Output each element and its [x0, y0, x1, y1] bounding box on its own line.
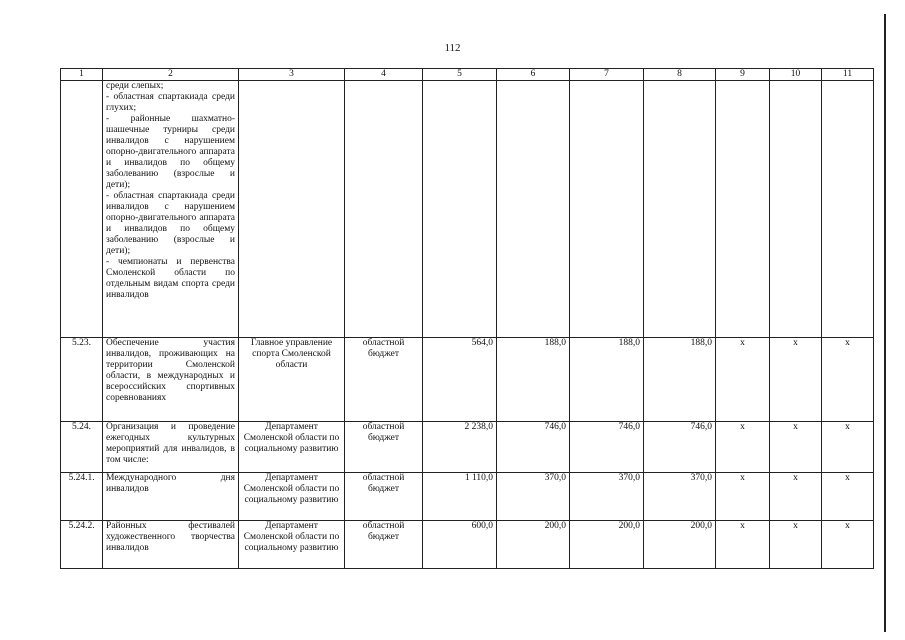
- cell-col-11: [822, 81, 874, 338]
- row-total: 564,0: [423, 338, 497, 422]
- row-source: областной бюджет: [345, 422, 423, 473]
- cell-executor: [239, 81, 345, 338]
- row-year-3: 746,0: [644, 422, 716, 473]
- row-year-3: 200,0: [644, 521, 716, 569]
- row-executor: Департамент Смоленской области по социальному развитию: [239, 422, 345, 473]
- table-row: [61, 521, 874, 569]
- row-col-9: х: [716, 338, 770, 422]
- row-col-9: х: [716, 521, 770, 569]
- row-name: Обеспечение участия инвалидов, проживающих на территории Смоленской области, в международных и всероссийских спортивных соревнованиях: [103, 338, 239, 422]
- row-source: областной бюджет: [345, 521, 423, 569]
- header-col-6: 6: [497, 69, 570, 81]
- page-edge-rule: [884, 14, 886, 632]
- continuation-line: среди слепых;: [106, 81, 164, 91]
- row-col-11: х: [822, 422, 874, 473]
- row-year-1: 188,0: [497, 338, 570, 422]
- row-year-1: 200,0: [497, 521, 570, 569]
- continuation-line: - областная спартакиада среди глухих;: [106, 92, 235, 113]
- cell-year-3: [644, 81, 716, 338]
- row-year-2: 200,0: [570, 521, 644, 569]
- header-col-4: 4: [345, 69, 423, 81]
- budget-table: [60, 68, 874, 569]
- cell-year-1: [497, 81, 570, 338]
- header-col-9: 9: [716, 69, 770, 81]
- row-number: 5.24.1.: [61, 473, 103, 521]
- row-number: 5.24.2.: [61, 521, 103, 569]
- row-col-11: х: [822, 473, 874, 521]
- row-executor: Департамент Смоленской области по социальному развитию: [239, 473, 345, 521]
- row-number: 5.23.: [61, 338, 103, 422]
- row-col-10: х: [770, 473, 822, 521]
- table-row: [61, 473, 874, 521]
- row-total: 2 238,0: [423, 422, 497, 473]
- header-col-10: 10: [770, 69, 822, 81]
- table-row-continuation: [61, 81, 874, 338]
- header-col-2: 2: [103, 69, 239, 81]
- row-name: Организация и проведение ежегодных культурных мероприятий для инвалидов, в том числе:: [103, 422, 239, 473]
- row-name: Международного дня инвалидов: [103, 473, 239, 521]
- continuation-line: - областная спартакиада среди инвалидов с нарушением опорно-двигательного аппарата и инвалидов по общему заболеванию (взрослые и дети);: [106, 191, 235, 256]
- page-number: 112: [444, 42, 461, 54]
- row-col-11: х: [822, 521, 874, 569]
- table-row: [61, 338, 874, 422]
- header-col-1: 1: [61, 69, 103, 81]
- row-year-2: 746,0: [570, 422, 644, 473]
- cell-col-9: [716, 81, 770, 338]
- cell-name: [103, 81, 239, 338]
- row-year-2: 370,0: [570, 473, 644, 521]
- row-executor: Департамент Смоленской области по социальному развитию: [239, 521, 345, 569]
- row-source: областной бюджет: [345, 338, 423, 422]
- cell-source: [345, 81, 423, 338]
- row-col-10: х: [770, 422, 822, 473]
- row-year-2: 188,0: [570, 338, 644, 422]
- row-col-10: х: [770, 338, 822, 422]
- cell-num: [61, 81, 103, 338]
- continuation-line: - чемпионаты и первенства Смоленской области по отдельным видам спорта среди инвалидов: [106, 257, 235, 300]
- row-year-1: 746,0: [497, 422, 570, 473]
- row-total: 1 110,0: [423, 473, 497, 521]
- cell-col-10: [770, 81, 822, 338]
- row-col-9: х: [716, 422, 770, 473]
- continuation-line: - районные шахматно-шашечные турниры среди инвалидов с нарушением опорно-двигательного аппарата и инвалидов по общему заболеванию (взрослые и дети);: [106, 114, 235, 190]
- table-row: [61, 422, 874, 473]
- row-source: областной бюджет: [345, 473, 423, 521]
- row-total: 600,0: [423, 521, 497, 569]
- cell-year-2: [570, 81, 644, 338]
- cell-total: [423, 81, 497, 338]
- header-col-5: 5: [423, 69, 497, 81]
- header-col-11: 11: [822, 69, 874, 81]
- row-executor: Главное управление спорта Смоленской области: [239, 338, 345, 422]
- row-year-3: 188,0: [644, 338, 716, 422]
- header-col-3: 3: [239, 69, 345, 81]
- row-year-1: 370,0: [497, 473, 570, 521]
- row-year-3: 370,0: [644, 473, 716, 521]
- header-col-8: 8: [644, 69, 716, 81]
- header-col-7: 7: [570, 69, 644, 81]
- row-col-11: х: [822, 338, 874, 422]
- row-number: 5.24.: [61, 422, 103, 473]
- row-col-10: х: [770, 521, 822, 569]
- row-name: Районных фестивалей художественного творчества инвалидов: [103, 521, 239, 569]
- row-col-9: х: [716, 473, 770, 521]
- header-row: [61, 69, 874, 81]
